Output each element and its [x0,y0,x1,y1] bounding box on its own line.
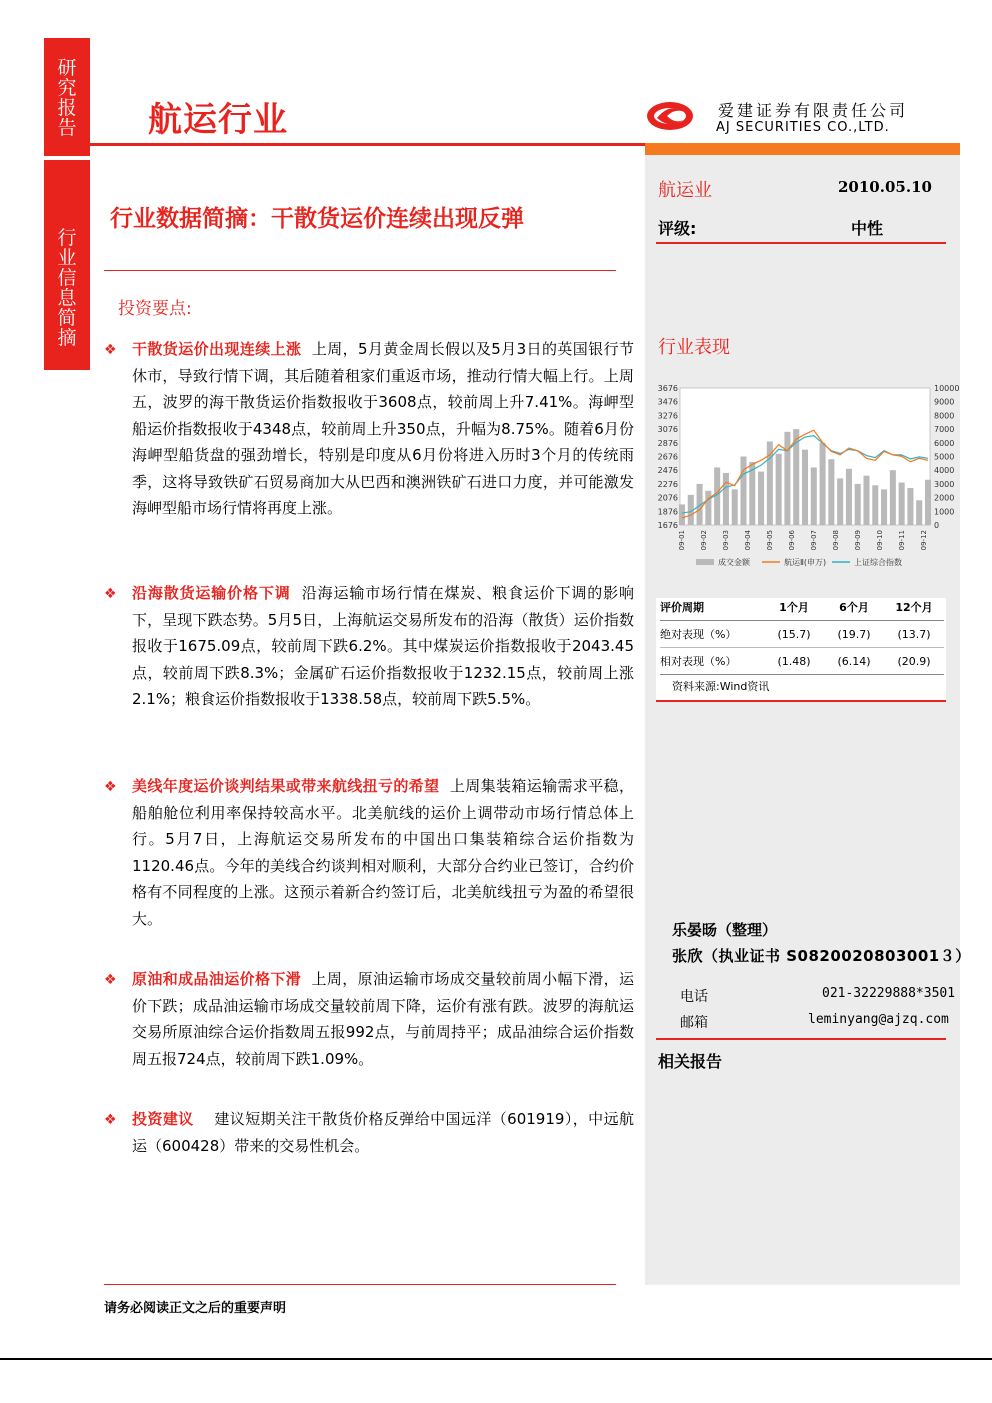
left-axis-tick: 3276 [657,411,678,421]
key-point-lead: 投资建议 [132,1110,194,1128]
key-point-lead: 美线年度运价谈判结果或带来航线扭亏的希望 [132,777,440,795]
company-logo-icon [645,98,695,134]
left-axis-tick: 1676 [657,521,678,530]
bullet-icon: ❖ [104,779,117,795]
table-cell: (19.7) [824,621,884,648]
sidebar-top-accent [645,143,960,155]
x-axis-tick: 09-06 [788,530,796,551]
page-bottom-rule [0,1358,992,1360]
table-cell: (20.9) [884,648,944,675]
key-point [132,336,634,522]
volume-bar [899,483,905,525]
key-point-text: 上周，原油运输市场成交量较前周小幅下滑，运价下跌；成品油运输市场成交量较前周下降，运价有涨有跌。波罗的海航运交易所原油综合运价指数周五报992点，与前周持平；成品油综合运价指数周五报724点，较前周下跌1.09%。 [132,970,634,1068]
rating-value: 中性 [851,219,884,238]
x-axis-tick: 09-08 [832,530,840,551]
volume-bar [723,473,729,525]
analyst-name: 张欣（执业证书 S0820020803001３） [672,947,971,965]
volume-bar [811,467,817,525]
volume-bar [925,480,931,525]
volume-bar [705,491,711,525]
left-axis-tick: 2676 [657,452,678,462]
sidebar-divider [656,700,946,702]
x-axis-tick: 09-04 [744,530,752,551]
x-axis-tick: 09-02 [700,530,708,551]
key-point-text: 建议短期关注干散货价格反弹给中国远洋（601919），中远航运（600428）带来的交易性机会。 [132,1110,634,1155]
legend-label: 上证综合指数 [854,558,902,567]
performance-table [660,594,944,675]
table-cell: (1.48) [764,648,824,675]
right-axis-tick: 8000 [934,411,955,421]
x-axis-tick: 09-03 [722,530,730,551]
x-axis-tick: 09-07 [810,530,818,551]
volume-bar [828,459,834,525]
right-axis-tick: 5000 [934,452,955,462]
volume-bar [776,454,782,525]
left-axis-tick: 1876 [657,507,678,517]
volume-bar [679,504,685,525]
bullet-icon: ❖ [104,972,117,988]
rating-label: 评级: [658,219,697,238]
sidebar-divider [656,242,946,244]
left-axis-tick: 2076 [657,493,678,503]
volume-bar [732,489,738,525]
table-source: 资料来源:Wind资讯 [672,680,770,693]
key-point [132,1106,634,1159]
table-header: 12个月 [884,594,944,621]
left-axis-tick: 2276 [657,479,678,489]
key-point [132,580,634,713]
right-axis-tick: 6000 [934,438,955,448]
analyst-name: 乐晏旸（整理） [672,921,778,939]
report-date: 2010.05.10 [838,178,932,196]
key-point-lead: 沿海散货运输价格下调 [132,584,291,602]
key-point [132,773,634,932]
right-axis-tick: 2000 [934,493,955,503]
key-point-text: 上周，5月黄金周长假以及5月3日的英国银行节休市，导致行情下调，其后随着租家们重返市场，推动行情大幅上行。上周五，波罗的海干散货运价指数报收于3608点，较前周上升7.41%。海岬型船运价指数报收于4348点，较前周上升350点，升幅为8.75%。随着6月份海岬型船货盘的强劲增长，特别是印度从6月份将进入历时3个月的传统雨季，这将导致铁矿石贸易商加大从巴西和澳洲铁矿石进口力度，并可能激发海岬型船市场行情将再度上涨。 [132,340,634,517]
key-points-label: 投资要点: [118,299,192,319]
table-cell: (6.14) [824,648,884,675]
sidebar-industry: 航运业 [658,180,712,201]
table-row [660,621,944,648]
volume-bar [855,484,861,525]
left-axis-tick: 3476 [657,397,678,407]
table-header: 1个月 [764,594,824,621]
volume-bar [881,489,887,525]
disclaimer: 请务必阅读正文之后的重要声明 [104,1301,287,1316]
table-cell: (15.7) [764,621,824,648]
table-row-label: 相对表现（%） [660,648,764,675]
table-header: 6个月 [824,594,884,621]
table-header-row [660,594,944,621]
right-axis-tick: 7000 [934,425,955,435]
x-axis-tick: 09-10 [876,530,884,551]
right-axis-tick: 9000 [934,397,955,407]
right-axis-tick: 1000 [934,507,955,517]
volume-bar [863,476,869,525]
x-axis-tick: 09-01 [678,530,686,551]
key-point-text: 沿海运输市场行情在煤炭、粮食运价下调的影响下，呈现下跌态势。5月5日，上海航运交易所发布的沿海（散货）运价指数报收于1675.09点，较前周下跌6.2%。其中煤炭运价指数报收于2043.45点，较前周下跌8.3%；金属矿石运价指数报收于1232.15点，较前周上涨2.1%；粮食运价指数报收于1338.58点，较前周下跌5.5%。 [132,584,634,708]
x-axis-tick: 09-05 [766,530,774,551]
email-value[interactable]: leminyang@ajzq.com [808,1012,949,1027]
table-header: 评价周期 [660,594,764,621]
sidebar-divider [656,1038,946,1040]
right-axis-tick: 0 [934,521,940,530]
phone-value: 021-32229888*3501 [822,986,956,1001]
volume-bar [846,469,852,525]
industry-performance-chart [654,380,960,570]
legend-label: 航运Ⅱ(申万) [784,558,827,567]
volume-bar [890,470,896,525]
sidebar-panel [645,155,960,1285]
right-axis-tick: 4000 [934,466,955,476]
footer-divider [104,1284,616,1285]
performance-title: 行业表现 [658,337,730,358]
table-cell: (13.7) [884,621,944,648]
table-row [660,648,944,675]
title-divider [104,270,616,271]
volume-bar [740,457,746,526]
bullet-icon: ❖ [104,1112,117,1128]
key-point-text: 上周集装箱运输需求平稳，船舶舱位利用率保持较高水平。北美航线的运价上调带动市场行情总体上行。5月7日，上海航运交易所发布的中国出口集装箱综合运价指数为1120.46点。今年的美线合约谈判相对顺利，大部分合约业已签订，合约价格有不同程度的上涨。这预示着新合约签订后，北美航线扭亏为盈的希望很大。 [132,777,634,928]
company-name-en: AJ SECURITIES CO.,LTD. [716,120,890,135]
phone-label: 电话 [680,989,708,1005]
left-axis-tick: 2876 [657,438,678,448]
side-tag-industry-brief: 行业信息简摘 [57,227,77,349]
x-axis-tick: 09-09 [854,530,862,551]
right-axis-tick: 3000 [934,479,955,489]
volume-bar [837,478,843,525]
left-axis-tick: 2476 [657,466,678,476]
left-axis-tick: 3076 [657,425,678,435]
x-axis-tick: 09-12 [920,530,928,551]
company-name-cn: 爱建证券有限责任公司 [718,101,909,120]
left-axis-tick: 3676 [657,384,678,393]
volume-bar [802,450,808,525]
key-point [132,966,634,1072]
email-label: 邮箱 [680,1015,708,1031]
key-point-lead: 原油和成品油运价格下滑 [132,970,302,988]
legend-label: 成交金额 [718,558,750,567]
related-reports-heading: 相关报告 [658,1052,723,1071]
volume-bar [907,488,913,525]
right-axis-tick: 10000 [934,384,960,393]
industry-title: 航运行业 [148,100,288,140]
side-tag-research-report: 研究报告 [57,57,77,139]
table-row-label: 绝对表现（%） [660,621,764,648]
bullet-icon: ❖ [104,342,117,358]
volume-bar [820,443,826,525]
volume-bar [872,485,878,525]
volume-bar [793,429,799,525]
volume-bar [916,500,922,525]
x-axis-tick: 09-11 [898,530,906,551]
legend-swatch [696,559,714,565]
bullet-icon: ❖ [104,586,117,602]
report-title: 行业数据简摘：干散货运价连续出现反弹 [110,206,524,232]
volume-bar [758,472,764,525]
key-point-lead: 干散货运价出现连续上涨 [132,340,302,358]
volume-bar [784,432,790,525]
